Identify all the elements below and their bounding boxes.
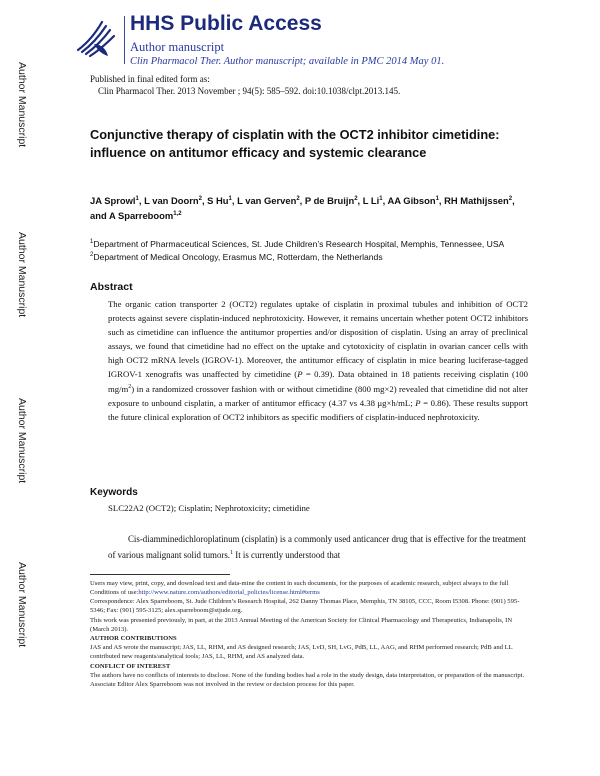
contributions-text: JAS and AS wrote the manuscript; JAS, LL, RHM, and AS designed research; JAS, LvD, SH, LvG, PdB, LL, AAG, and RHM performed research; PdB and LL contributed new reagents/analytical tools; JAS, LL, RHM, and AS analyzed data. xyxy=(90,644,513,661)
author-affil-sup: 1 xyxy=(379,195,383,202)
hhs-title: HHS Public Access xyxy=(130,12,322,35)
author-separator: , xyxy=(382,195,388,206)
terms-link[interactable]: http://www.nature.com/authors/editorial_policies/license.html#terms xyxy=(138,588,320,596)
author-separator: , and xyxy=(90,195,515,221)
conflict-text: The authors have no conflicts of interests to disclose. None of the funding bodies had a role in the study design, data interpretation, or preparation of the manuscript. Associate Editor Alex Sparreboom was not involved in the review or decision process for this paper. xyxy=(90,672,525,688)
article-title: Conjunctive therapy of cisplatin with the OCT2 inhibitor cimetidine: influence on antitumor efficacy and systemic clearance xyxy=(90,127,500,160)
affil-sup-2: 2 xyxy=(90,252,94,259)
author-separator: , xyxy=(438,195,445,206)
author-name: S Hu xyxy=(207,195,229,206)
footnotes xyxy=(90,580,530,690)
journal-availability: Clin Pharmacol Ther. Author manuscript; available in PMC 2014 May 01. xyxy=(130,56,445,67)
footnote-divider xyxy=(90,574,230,575)
affil-sup-1: 1 xyxy=(90,239,94,246)
keywords-heading: Keywords xyxy=(90,487,138,498)
published-info xyxy=(90,74,400,97)
side-label-author-manuscript: Author Manuscript xyxy=(16,232,28,318)
author-affil-sup: 2 xyxy=(354,195,358,202)
contributions-heading: AUTHOR CONTRIBUTIONS xyxy=(90,634,177,642)
author-name: AA Gibson xyxy=(387,195,436,206)
published-label: Published in final edited form as: xyxy=(90,74,210,84)
author-separator: , xyxy=(231,195,238,206)
author-separator: , xyxy=(299,195,305,206)
abstract-text: The organic cation transporter 2 (OCT2) regulates uptake of cisplatin in proximal tubules and inhibition of OCT2 protects against severe cisplatin-induced nephrotoxicity. However, it remains uncertain whether potent OCT2 inhibitors such as cimetidine can influence the antitumor properties and/or disposition of cisplatin. Using an array of preclinical assays, we found that cimetidine had no effect on the uptake and cytotoxicity of cisplatin in ovarian cancer cells with high OCT2 mRNA levels (IGROV-1). Moreover, the antitumor efficacy of cisplatin in mice bearing luciferase-tagged IGROV-1 xenografts was unaffected by cimetidine (P = 0.39). Data obtained in 18 patients receiving cisplatin (100 $mg/m^2$) in a randomized crossover fashion with or without cimetidine (800 mg×2) revealed that cimetidine did not alter exposure to unbound cisplatin, a marker of antitumor efficacy (4.37 vs 4.38 μg×h/mL; P = 0.86). These results support the future clinical exploration of OCT2 inhibitors as specific modifiers of cisplatin-induced nephrotoxicity. xyxy=(108,299,528,422)
citation: Clin Pharmacol Ther. 2013 November ; 94(5): 585–592. doi:10.1038/clpt.2013.145. xyxy=(98,85,401,96)
author-name: JA Sprowl xyxy=(90,195,136,206)
side-label-author-manuscript: Author Manuscript xyxy=(16,562,28,648)
author-name: P de Bruijn xyxy=(304,195,355,206)
conflict-heading: CONFLICT OF INTEREST xyxy=(90,662,171,670)
side-label-author-manuscript: Author Manuscript xyxy=(16,62,28,148)
correspondence: Correspondence: Alex Sparreboom, St. Jude Children’s Research Hospital, 262 Danny Thomas Place, Memphis, TN 38105, CCC, Room I5308. Phone: (901) 595-5346; Fax: (901) 595-3125; alex.sparreboom@stjude.org. xyxy=(90,598,520,615)
keywords-text: SLC22A2 (OCT2); Cisplatin; Nephrotoxicity; cimetidine xyxy=(108,503,310,513)
hhs-eagle-logo-icon xyxy=(72,14,120,62)
author-affil-sup: 1 xyxy=(435,195,439,202)
author-affil-sup: 2 xyxy=(508,195,513,202)
affil-1: Department of Pharmaceutical Sciences, St. Jude Children’s Research Hospital, Memphis, Tennessee, USA xyxy=(93,239,504,249)
author-affil-sup: 1 xyxy=(135,195,139,202)
author-name: RH Mathijssen xyxy=(444,195,509,206)
author-name: L van Doorn xyxy=(144,195,199,206)
author-list xyxy=(90,194,530,223)
abstract-heading: Abstract xyxy=(90,281,133,293)
affiliations xyxy=(90,238,535,264)
author-affil-sup: 2 xyxy=(198,195,202,202)
terms-of-use: Users may view, print, copy, and download text and data-mine the content in such documents, for the purposes of academic research, subject always to the full Conditions of use:http://www.nature.com/authors/editorial_policies/license.html#terms xyxy=(90,580,509,596)
author-name: L van Gerven xyxy=(237,195,297,206)
author-affil-sup: 1,2 xyxy=(173,210,182,217)
intro-paragraph: Cis-diamminedichloroplatinum (cisplatin) is a commonly used anticancer drug that is effective for the treatment of various malignant solid tumors.$^1$ It is currently understood that xyxy=(108,534,526,560)
presented-note: This work was presented previously, in part, at the 2013 Annual Meeting of the American Society for Clinical Pharmacology and Therapeutics, Indianapolis, IN (March 2013). xyxy=(90,616,513,633)
author-separator: , xyxy=(138,195,145,206)
author-affil-sup: 2 xyxy=(296,195,300,202)
affil-2: Department of Medical Oncology, Erasmus MC, Rotterdam, the Netherlands xyxy=(93,252,383,262)
author-manuscript-label: Author manuscript xyxy=(130,40,225,54)
hhs-header xyxy=(44,12,564,70)
author-affil-sup: 1 xyxy=(228,195,232,202)
author-name: L Li xyxy=(362,195,380,206)
side-label-author-manuscript: Author Manuscript xyxy=(16,398,28,484)
header-divider xyxy=(124,16,125,64)
author-name: A Sparreboom xyxy=(108,209,174,221)
author-separator: , xyxy=(201,195,208,206)
author-separator: , xyxy=(357,195,363,206)
